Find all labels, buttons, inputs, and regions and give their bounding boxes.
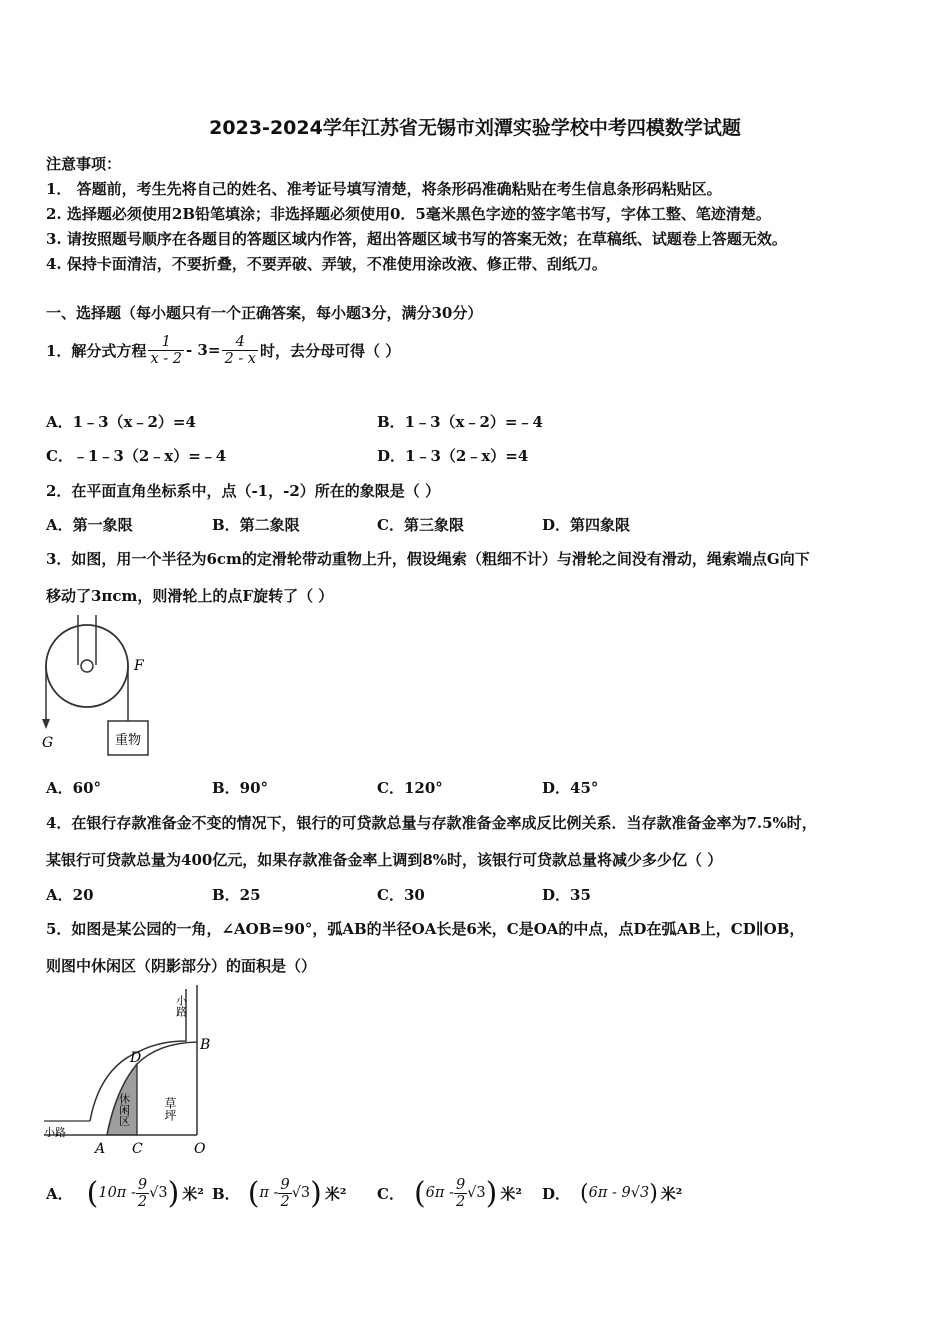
- point-d-label: D: [130, 1050, 142, 1066]
- q5-d-label: D．: [542, 1184, 571, 1203]
- q5-b-lead: π -: [259, 1185, 279, 1201]
- q4-option-a: A．20: [46, 886, 94, 904]
- q5-option-c: C． ( 6π - $\frac{9}{2}$ √3 ) 米²: [377, 1175, 522, 1211]
- point-c-label: C: [132, 1141, 143, 1157]
- q1-fraction-2: [222, 334, 258, 367]
- q5-a-den: 2: [137, 1193, 148, 1210]
- q5-a-tail: √3: [149, 1185, 168, 1201]
- notice-item-1: 1． 答题前，考生先将自己的姓名、准考证号填写清楚，将条形码准确粘贴在考生信息条形码粘贴区。: [46, 180, 722, 198]
- q5-c-fraction: [454, 1177, 467, 1210]
- q1-option-d: D．1﹣3（2﹣x）=4: [377, 447, 529, 465]
- question-3-line-1: 3．如图，用一个半径为6cm的定滑轮带动重物上升，假设绳索（粗细不计）与滑轮之间没有滑动，绳索端点G向下: [46, 550, 810, 568]
- q1-prefix: 1．解分式方程: [46, 341, 147, 360]
- q2-option-b: B．第二象限: [212, 516, 300, 534]
- q5-option-a: A． ( 10π - $\frac{9}{2}$ √3 ) 米²: [46, 1175, 204, 1211]
- road-top-label: 小路: [174, 995, 188, 1017]
- notice-item-3: 3. 请按照题号顺序在各题目的答题区域内作答，超出答题区域书写的答案无效；在草稿纸、试题卷上答题无效。: [46, 230, 787, 248]
- page-title: 2023-2024学年江苏省无锡市刘潭实验学校中考四模数学试题: [209, 117, 741, 139]
- q5-a-label: A．: [46, 1184, 73, 1203]
- q1-frac1-den: x - 2: [150, 350, 182, 367]
- q5-c-tail: √3: [467, 1185, 486, 1201]
- q5-d-unit: 米²: [660, 1184, 683, 1203]
- q3-option-c: C．120°: [377, 779, 443, 797]
- point-f-label: F: [134, 658, 144, 674]
- point-g-label: G: [42, 735, 54, 751]
- question-2: 2．在平面直角坐标系中，点（-1，-2）所在的象限是（ ）: [46, 482, 440, 500]
- question-5-line-1: 5．如图是某公园的一角，∠AOB=90°，弧AB的半径OA长是6米，C是OA的中点，点D在弧AB上，CD∥OB，: [46, 920, 805, 938]
- question-3-line-2: 移动了3πcm，则滑轮上的点F旋转了（ ）: [46, 587, 334, 605]
- q5-c-unit: 米²: [500, 1184, 522, 1203]
- arrow-down-icon: [42, 719, 50, 729]
- q1-frac2-den: 2 - x: [224, 350, 256, 367]
- q5-b-unit: 米²: [324, 1184, 347, 1203]
- notice-item-4: 4. 保持卡面清洁，不要折叠，不要弄破、弄皱，不准使用涂改液、修正带、刮纸刀。: [46, 255, 607, 273]
- q1-fraction-1: [148, 334, 184, 367]
- park-figure: [40, 985, 220, 1160]
- q5-c-den: 2: [455, 1193, 466, 1210]
- q2-option-a: A．第一象限: [46, 516, 133, 534]
- notice-item-2: 2. 选择题必须使用2B铅笔填涂；非选择题必须使用0．5毫米黑色字迹的签字笔书写，字体工整、笔迹清楚。: [46, 205, 771, 223]
- q5-b-num: 9: [280, 1176, 290, 1193]
- q3-option-a: A．60°: [46, 779, 102, 797]
- q5-option-d: D． ( 6π - 9√3 ) 米²: [542, 1180, 683, 1206]
- q5-b-label: B．: [212, 1184, 240, 1203]
- rest-area-label: 休闲区: [117, 1093, 131, 1126]
- q3-option-b: B．90°: [212, 779, 269, 797]
- question-4-line-2: 某银行可贷款总量为400亿元，如果存款准备金率上调到8%时，该银行可贷款总量将减少多少亿（ ）: [46, 851, 723, 869]
- q5-b-fraction: [278, 1177, 291, 1210]
- point-o-label: O: [194, 1141, 206, 1157]
- point-b-label: B: [200, 1037, 211, 1053]
- q5-b-den: 2: [280, 1193, 290, 1210]
- q2-option-c: C．第三象限: [377, 516, 464, 534]
- q5-d-expr: 6π - 9√3: [588, 1185, 650, 1201]
- q1-suffix: 时，去分母可得（ ）: [259, 341, 401, 360]
- q1-mid: - 3=: [185, 341, 221, 359]
- notice-heading: 注意事项：: [46, 155, 122, 173]
- q4-option-d: D．35: [542, 886, 591, 904]
- grass-label: 草坪: [163, 1097, 177, 1121]
- q1-option-b: B．1﹣3（x﹣2）=﹣4: [377, 413, 543, 431]
- q5-a-lead: 10π -: [98, 1185, 136, 1201]
- q4-option-c: C．30: [377, 886, 425, 904]
- q5-c-label: C．: [377, 1184, 404, 1203]
- q5-a-fraction: [136, 1177, 149, 1210]
- weight-label: 重物: [114, 733, 142, 748]
- q5-a-num: 9: [137, 1176, 148, 1193]
- question-1: [46, 327, 400, 373]
- q1-option-c: C．﹣1﹣3（2﹣x）=﹣4: [46, 447, 227, 465]
- q4-option-b: B．25: [212, 886, 261, 904]
- q3-option-d: D．45°: [542, 779, 599, 797]
- q5-b-tail: √3: [291, 1185, 311, 1201]
- q5-c-num: 9: [455, 1176, 466, 1193]
- question-5-line-2: 则图中休闲区（阴影部分）的面积是（）: [46, 957, 317, 975]
- question-4-line-1: 4．在银行存款准备金不变的情况下，银行的可贷款总量与存款准备金率成反比例关系．当存款准备金率为7.5%时，: [46, 814, 817, 832]
- q1-frac1-num: 1: [148, 334, 184, 351]
- q5-option-b: B． ( π - $\frac{9}{2}$ √3 ) 米²: [212, 1175, 347, 1211]
- road-left-label: 小路: [44, 1126, 66, 1139]
- q5-a-unit: 米²: [182, 1184, 204, 1203]
- q1-frac2-num: 4: [222, 334, 258, 351]
- q2-option-d: D．第四象限: [542, 516, 631, 534]
- pulley-figure: [36, 613, 156, 765]
- q1-option-a: A．1﹣3（x﹣2）=4: [46, 413, 196, 431]
- point-a-label: A: [95, 1141, 106, 1157]
- q5-c-lead: 6π -: [425, 1185, 454, 1201]
- section-heading: 一、选择题（每小题只有一个正确答案，每小题3分，满分30分）: [46, 304, 483, 322]
